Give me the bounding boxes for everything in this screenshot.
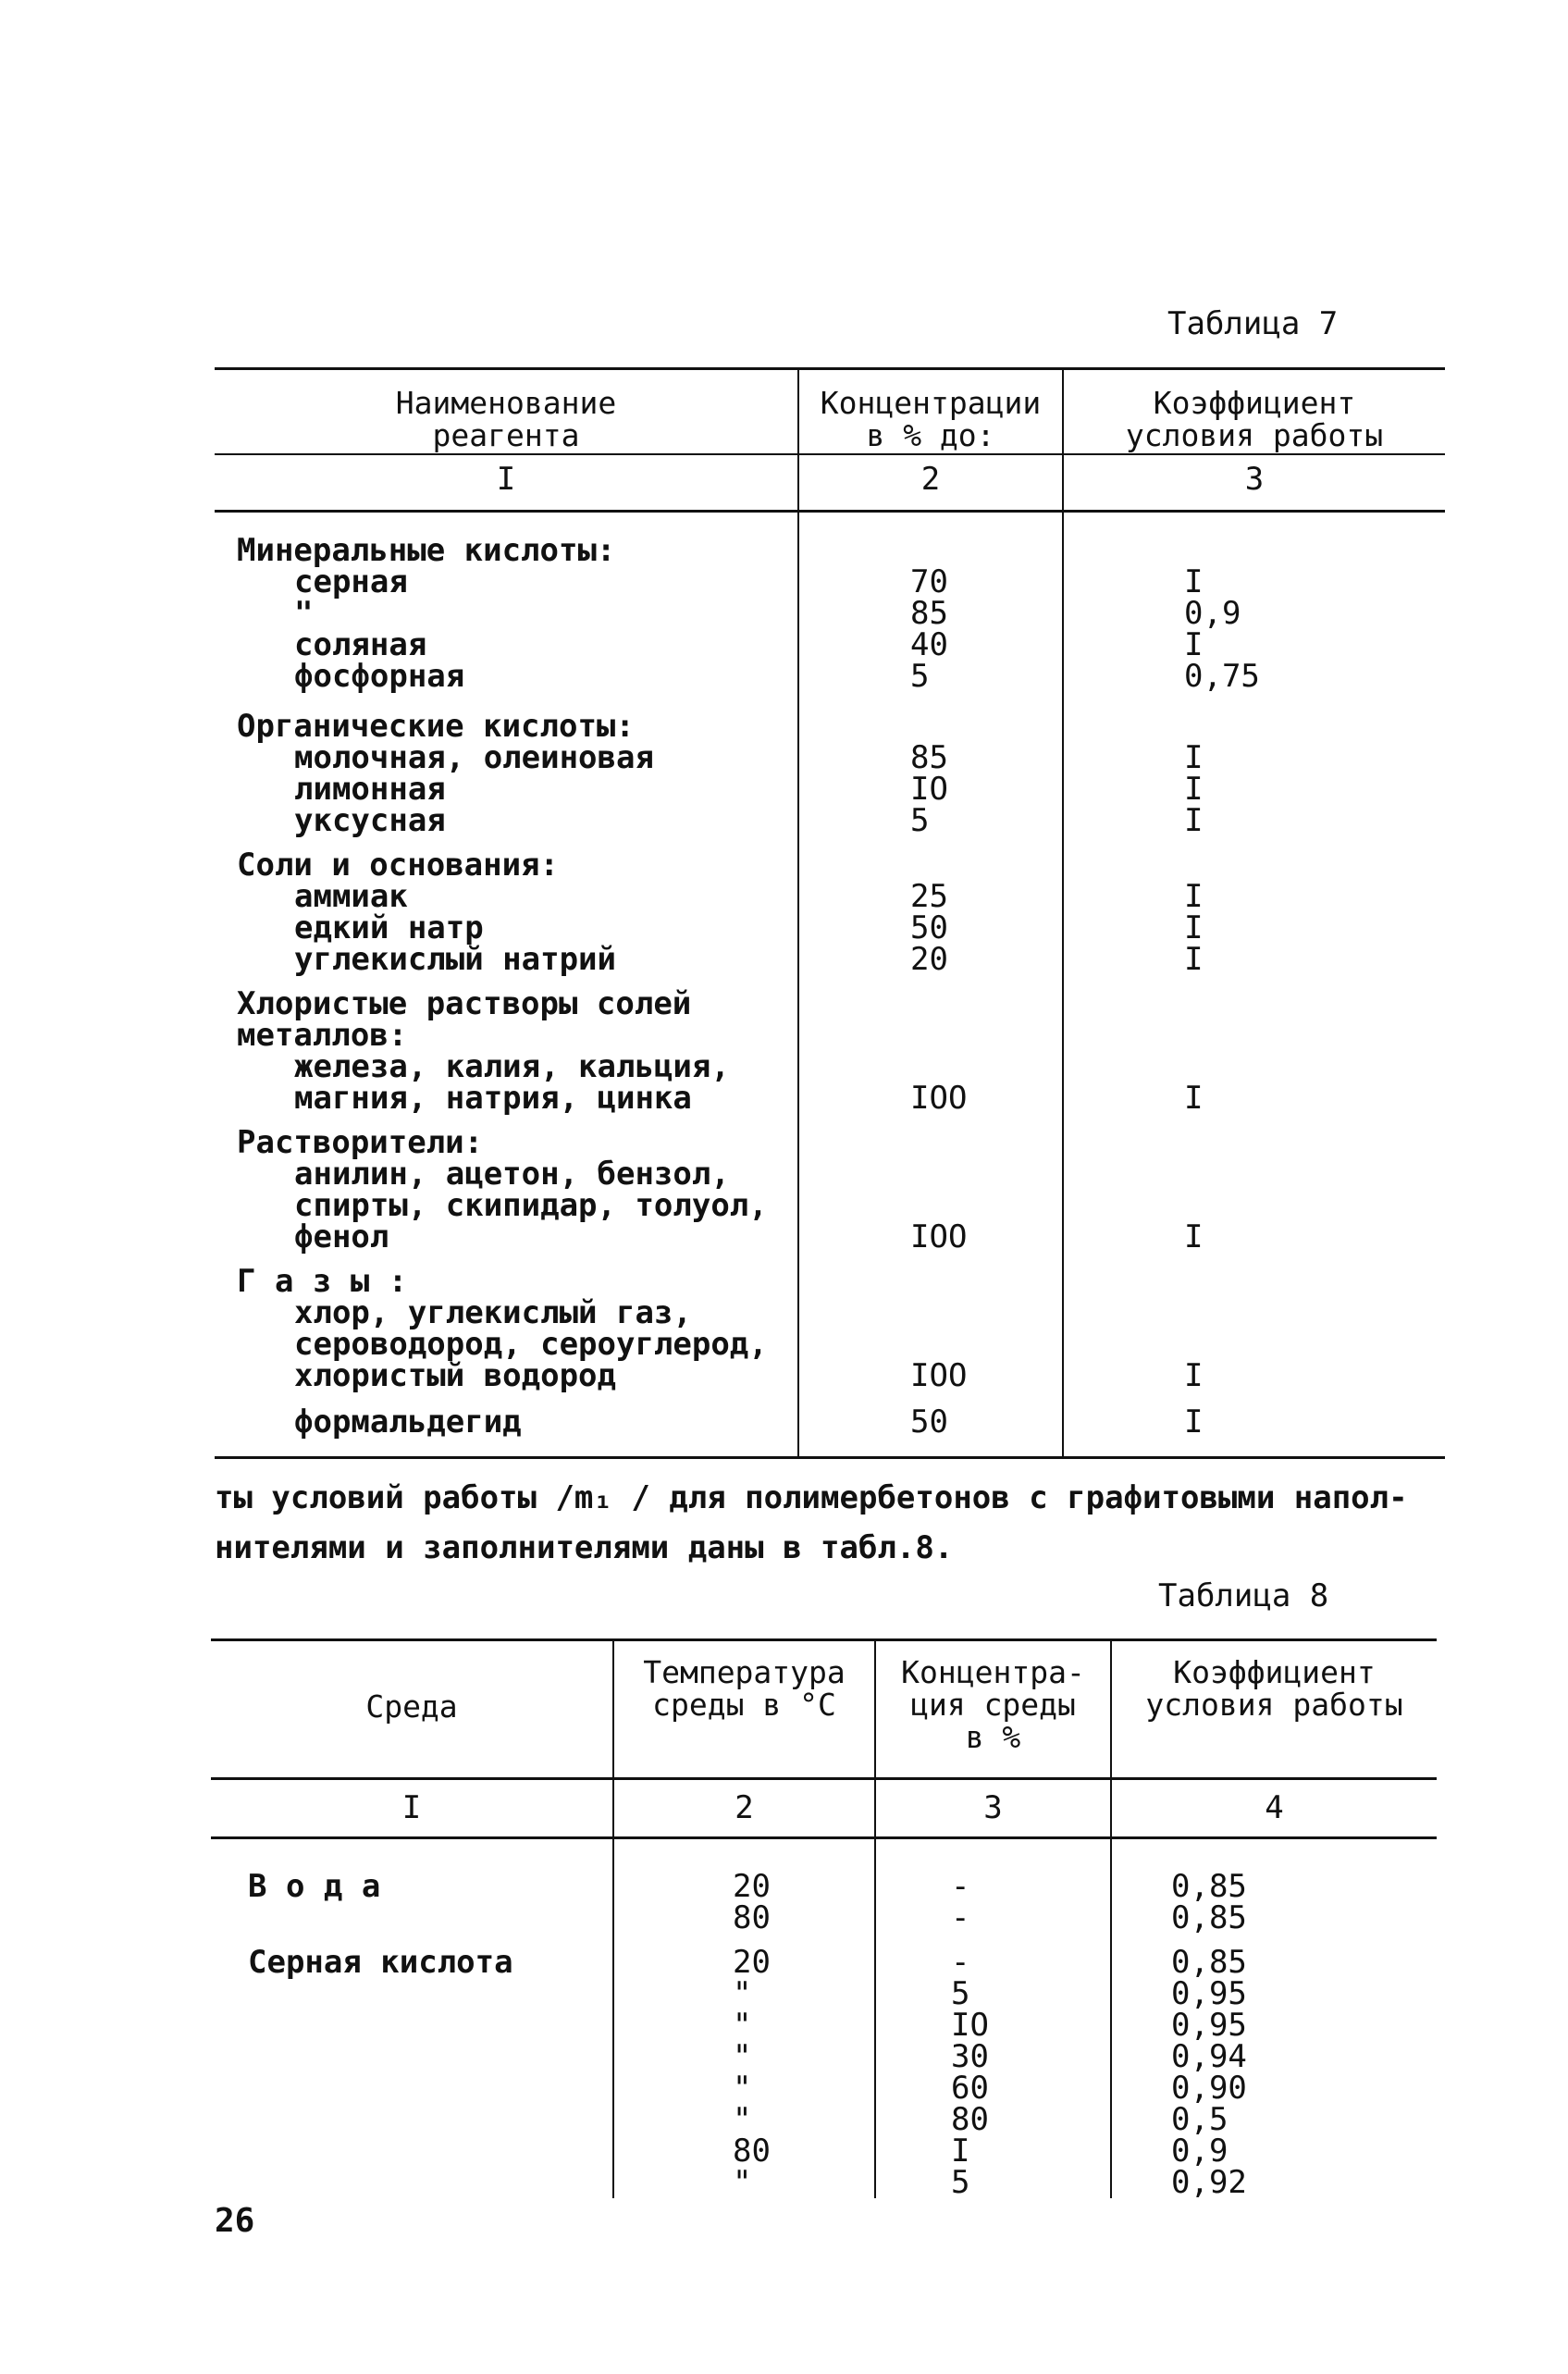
paragraph-line-2: нителями и заполнителями даны в табл.8. (215, 1529, 954, 1566)
table7-reagent-cell: уксусная (294, 802, 446, 839)
table8-concentration-cell: 5 (951, 2164, 970, 2201)
table8-temperature-cell: " (733, 2164, 752, 2201)
table7-reagent-cell: формальдегид (294, 1403, 522, 1440)
table7-coefficient-cell: I (1184, 941, 1204, 978)
table8-temperature-cell: 80 (733, 2133, 771, 2170)
table8-concentration-cell: 5 (951, 1975, 970, 2012)
table7-reagent-cell: углекислый натрий (294, 941, 616, 978)
table7-header-coefficient: Коэффициент условия работы (1125, 385, 1384, 453)
table7-reagent-cell: сероводород, сероуглерод, (294, 1326, 768, 1363)
table7-header-rule (215, 453, 1445, 455)
table7-reagent-cell: фосфорная (294, 658, 465, 695)
paragraph-line-1: ты условий работы /m₁ / для полимербетонов с графитовыми напол- (215, 1479, 1408, 1516)
table8-coefficient-cell: 0,95 (1171, 2007, 1247, 2044)
table7-coefficient-cell: 0,75 (1184, 658, 1260, 695)
table7-coefficient-cell: I (1184, 739, 1204, 776)
table7-reagent-cell: серная (294, 563, 408, 600)
table7-reagent-cell: Растворители: (237, 1124, 484, 1161)
table8-header-medium: Среда (365, 1688, 458, 1725)
table8-temperature-cell: " (733, 2101, 752, 2138)
table8-temperature-cell: " (733, 1975, 752, 2012)
table7-concentration-cell: IOO (910, 1080, 968, 1117)
table7-col-divider-2 (1062, 367, 1064, 1458)
table7-bottom-rule (215, 1456, 1445, 1459)
table7-colnum-3: 3 (1244, 461, 1265, 498)
table7-header-reagent: Наименование реагента (395, 385, 617, 453)
table8-concentration-cell: - (951, 1868, 970, 1905)
table8-temperature-cell: 20 (733, 1944, 771, 1981)
table7-coefficient-cell: 0,9 (1184, 595, 1241, 632)
table7-coefficient-cell: I (1184, 563, 1204, 600)
table7-colnum-rule (215, 510, 1445, 513)
table7-reagent-cell: спирты, скипидар, толуол, (294, 1187, 768, 1224)
table8-medium-cell: В о д а (248, 1868, 381, 1905)
table8-header-temperature: Температура среды в °С (643, 1654, 846, 1723)
table7-coefficient-cell: I (1184, 771, 1204, 808)
table7-colnum-1: I (496, 461, 516, 498)
table8-concentration-cell: IO (951, 2007, 989, 2044)
table8-concentration-cell: 30 (951, 2038, 989, 2075)
table7-concentration-cell: 85 (910, 595, 948, 632)
table8-colnum-rule (211, 1836, 1437, 1839)
table8-coefficient-cell: 0,92 (1171, 2164, 1247, 2201)
table7-reagent-cell: соляная (294, 626, 427, 663)
table7-coefficient-cell: I (1184, 878, 1204, 915)
table7-reagent-cell: молочная, олеиновая (294, 739, 654, 776)
table7-reagent-cell: хлористый водород (294, 1357, 616, 1394)
table8-top-rule (211, 1638, 1437, 1641)
table8-colnum-1: I (401, 1789, 422, 1826)
page-number: 26 (215, 2202, 255, 2240)
table8-temperature-cell: 80 (733, 1899, 771, 1936)
table7-concentration-cell: 40 (910, 626, 948, 663)
table7-concentration-cell: 5 (910, 802, 930, 839)
table7-concentration-cell: 20 (910, 941, 948, 978)
table8-coefficient-cell: 0,95 (1171, 1975, 1247, 2012)
table8-coefficient-cell: 0,5 (1171, 2101, 1228, 2138)
table8-coefficient-cell: 0,9 (1171, 2133, 1228, 2170)
table8-caption: Таблица 8 (1158, 1577, 1329, 1614)
table8-concentration-cell: 60 (951, 2070, 989, 2107)
table8-temperature-cell: " (733, 2070, 752, 2107)
table8-temperature-cell: 20 (733, 1868, 771, 1905)
table7-reagent-cell: Хлористые растворы солей (237, 985, 692, 1022)
table7-coefficient-cell: I (1184, 626, 1204, 663)
table8-concentration-cell: - (951, 1899, 970, 1936)
table7-reagent-cell: Соли и основания: (237, 847, 559, 884)
table8-coefficient-cell: 0,85 (1171, 1944, 1247, 1981)
table7-top-rule (215, 367, 1445, 370)
table7-coefficient-cell: I (1184, 1080, 1204, 1117)
table7-reagent-cell: " (294, 595, 314, 632)
table7-concentration-cell: 50 (910, 909, 948, 946)
table8-concentration-cell: I (951, 2133, 970, 2170)
table8-header-coefficient: Коэффициент условия работы (1145, 1654, 1403, 1723)
table8-colnum-2: 2 (735, 1789, 754, 1826)
table7-reagent-cell: лимонная (294, 771, 446, 808)
table7-concentration-cell: IO (910, 771, 948, 808)
table7-reagent-cell: Минеральные кислоты: (237, 532, 616, 569)
table7-caption: Таблица 7 (1167, 305, 1339, 342)
table7-concentration-cell: 70 (910, 563, 948, 600)
table8-col-divider-3 (1110, 1638, 1112, 2198)
table8-temperature-cell: " (733, 2038, 752, 2075)
table7-reagent-cell: железа, калия, кальция, (294, 1048, 730, 1085)
table7-reagent-cell: фенол (294, 1218, 389, 1255)
table7-coefficient-cell: I (1184, 802, 1204, 839)
table8-coefficient-cell: 0,85 (1171, 1899, 1247, 1936)
table8-header-rule (211, 1777, 1437, 1780)
table8-header-concentration: Концентра- ция среды в % (901, 1654, 1085, 1755)
table8-temperature-cell: " (733, 2007, 752, 2044)
table8-concentration-cell: 80 (951, 2101, 989, 2138)
table7-reagent-cell: Г а з ы : (237, 1263, 408, 1300)
table7-reagent-cell: аммиак (294, 878, 408, 915)
table8-col-divider-1 (612, 1638, 614, 2198)
table7-header-concentration: Концентрации в % до: (820, 385, 1042, 453)
table8-coefficient-cell: 0,85 (1171, 1868, 1247, 1905)
table7-reagent-cell: Органические кислоты: (237, 708, 635, 745)
table7-reagent-cell: хлор, углекислый газ, (294, 1294, 692, 1331)
table7-reagent-cell: магния, натрия, цинка (294, 1080, 692, 1117)
table7-reagent-cell: едкий натр (294, 909, 484, 946)
table8-coefficient-cell: 0,90 (1171, 2070, 1247, 2107)
table7-coefficient-cell: I (1184, 1357, 1204, 1394)
table8-concentration-cell: - (951, 1944, 970, 1981)
table7-concentration-cell: 85 (910, 739, 948, 776)
table7-concentration-cell: 25 (910, 878, 948, 915)
table7-concentration-cell: IOO (910, 1218, 968, 1255)
table7-col-divider-1 (797, 367, 799, 1458)
table7-reagent-cell: металлов: (237, 1017, 408, 1054)
table8-colnum-4: 4 (1265, 1789, 1284, 1826)
table8-coefficient-cell: 0,94 (1171, 2038, 1247, 2075)
table8-medium-cell: Серная кислота (248, 1944, 513, 1981)
table7-coefficient-cell: I (1184, 1218, 1204, 1255)
table7-coefficient-cell: I (1184, 1403, 1204, 1440)
table7-concentration-cell: 5 (910, 658, 930, 695)
table8-colnum-3: 3 (983, 1789, 1003, 1826)
table7-concentration-cell: IOO (910, 1357, 968, 1394)
table7-coefficient-cell: I (1184, 909, 1204, 946)
table7-colnum-2: 2 (920, 461, 941, 498)
table7-reagent-cell: анилин, ацетон, бензол, (294, 1156, 730, 1193)
table7-concentration-cell: 50 (910, 1403, 948, 1440)
